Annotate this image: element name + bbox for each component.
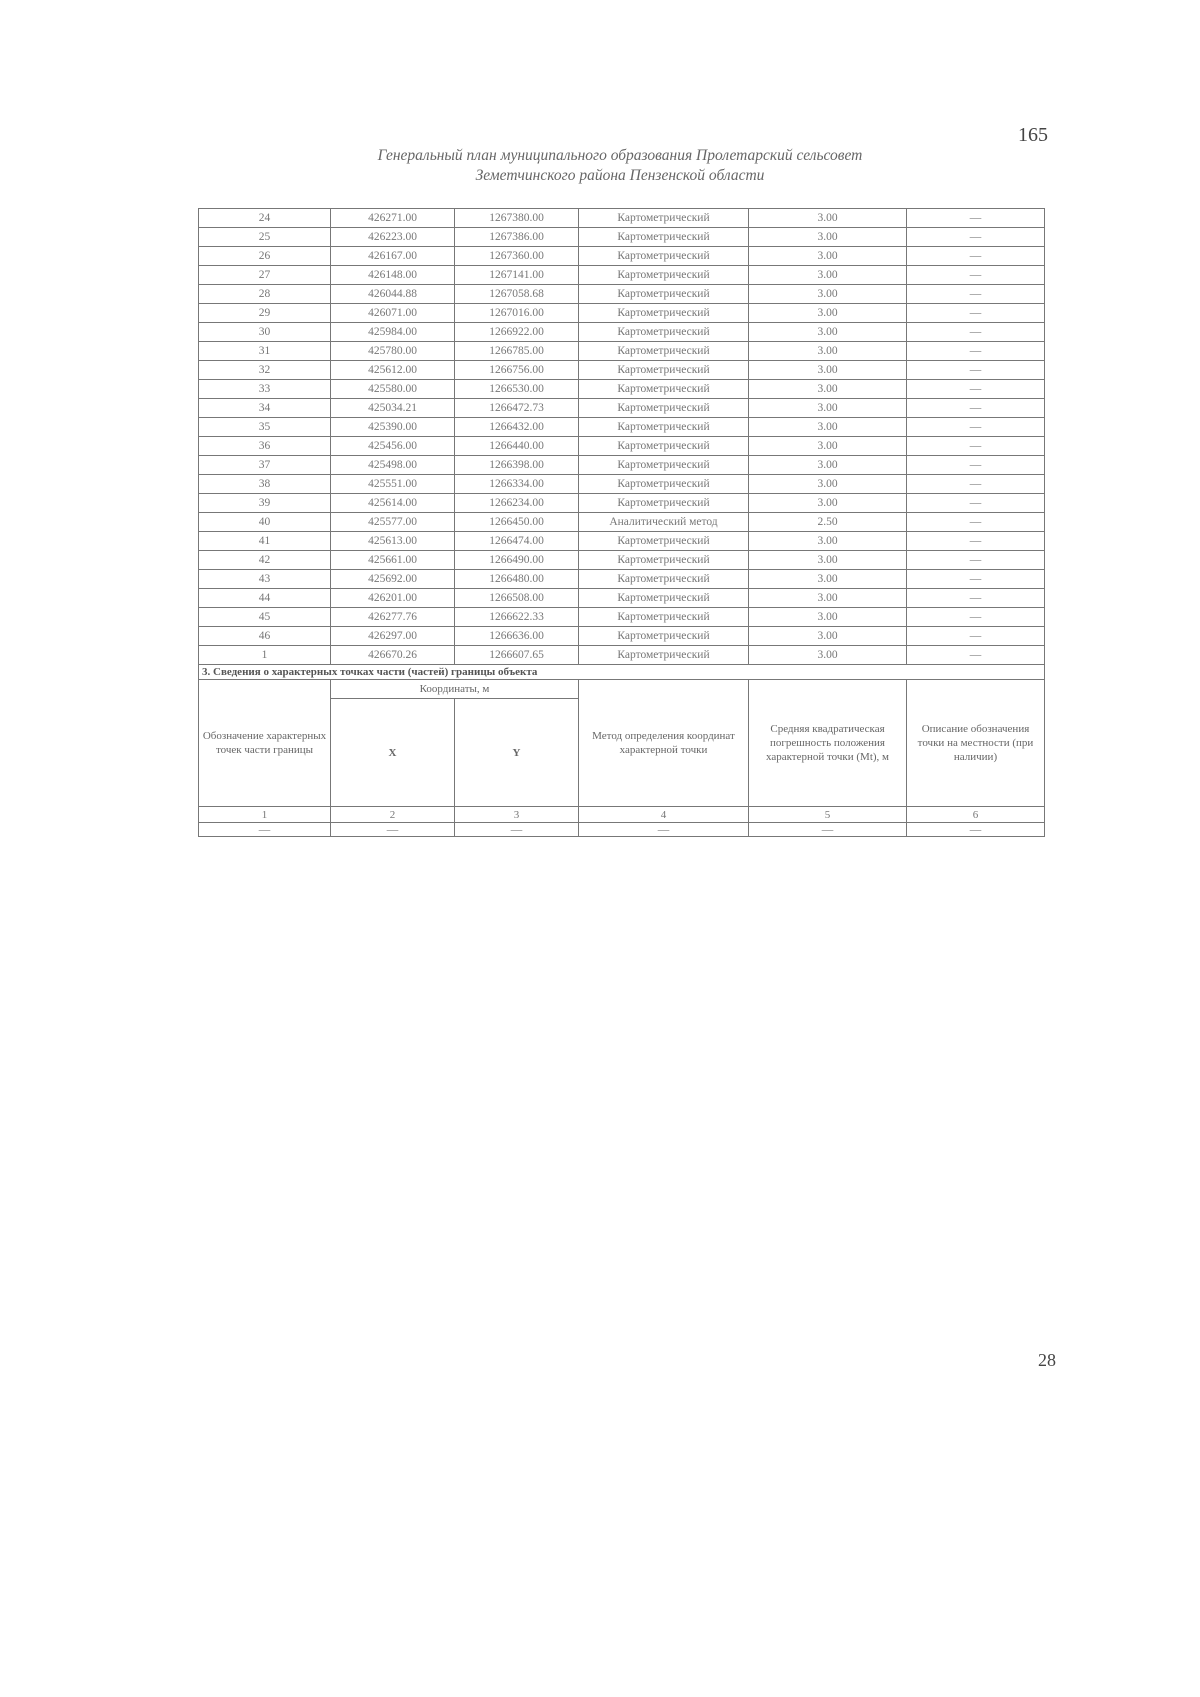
page-number-top: 165 xyxy=(1018,124,1048,146)
column-number: 1 xyxy=(199,807,331,823)
y-coordinate-cell: 1266472.73 xyxy=(455,399,579,418)
table-row xyxy=(199,589,1045,608)
point-number-cell: 24 xyxy=(199,209,331,228)
method-cell: Картометрический xyxy=(579,589,749,608)
point-number-cell: 26 xyxy=(199,247,331,266)
accuracy-cell: 2.50 xyxy=(749,513,907,532)
method-cell: Картометрический xyxy=(579,266,749,285)
x-coordinate-cell: 425456.00 xyxy=(331,437,455,456)
point-number-cell: 29 xyxy=(199,304,331,323)
section-3-title: 3. Сведения о характерных точках части (частей) границы объекта xyxy=(199,665,1045,680)
y-coordinate-cell: 1266334.00 xyxy=(455,475,579,494)
description-cell: — xyxy=(907,342,1045,361)
y-coordinate-cell: 1267016.00 xyxy=(455,304,579,323)
method-cell: Картометрический xyxy=(579,304,749,323)
x-coordinate-cell: 426297.00 xyxy=(331,627,455,646)
description-cell: — xyxy=(907,589,1045,608)
accuracy-cell: 3.00 xyxy=(749,285,907,304)
method-cell: Картометрический xyxy=(579,380,749,399)
method-cell: Картометрический xyxy=(579,418,749,437)
table-row xyxy=(199,380,1045,399)
description-cell: — xyxy=(907,285,1045,304)
x-coordinate-cell: 426044.88 xyxy=(331,285,455,304)
table-row xyxy=(199,266,1045,285)
y-coordinate-cell: 1267141.00 xyxy=(455,266,579,285)
description-cell: — xyxy=(907,494,1045,513)
point-number-cell: 44 xyxy=(199,589,331,608)
column-number: 6 xyxy=(907,807,1045,823)
empty-cell: — xyxy=(455,823,579,837)
description-cell: — xyxy=(907,551,1045,570)
point-number-cell: 30 xyxy=(199,323,331,342)
accuracy-cell: 3.00 xyxy=(749,399,907,418)
point-number-cell: 31 xyxy=(199,342,331,361)
description-cell: — xyxy=(907,361,1045,380)
x-coordinate-cell: 426167.00 xyxy=(331,247,455,266)
accuracy-cell: 3.00 xyxy=(749,570,907,589)
accuracy-cell: 3.00 xyxy=(749,456,907,475)
method-cell: Картометрический xyxy=(579,228,749,247)
accuracy-cell: 3.00 xyxy=(749,323,907,342)
table-row xyxy=(199,646,1045,665)
empty-cell: — xyxy=(331,823,455,837)
method-cell: Картометрический xyxy=(579,551,749,570)
y-coordinate-cell: 1266440.00 xyxy=(455,437,579,456)
empty-cell: — xyxy=(579,823,749,837)
empty-data-row xyxy=(199,823,1045,837)
accuracy-cell: 3.00 xyxy=(749,627,907,646)
method-cell: Картометрический xyxy=(579,399,749,418)
header-coordinates-group: Координаты, м xyxy=(331,680,579,699)
x-coordinate-cell: 425612.00 xyxy=(331,361,455,380)
point-number-cell: 1 xyxy=(199,646,331,665)
description-cell: — xyxy=(907,475,1045,494)
accuracy-cell: 3.00 xyxy=(749,418,907,437)
column-number-row xyxy=(199,807,1045,823)
accuracy-cell: 3.00 xyxy=(749,551,907,570)
x-coordinate-cell: 425984.00 xyxy=(331,323,455,342)
point-number-cell: 27 xyxy=(199,266,331,285)
y-coordinate-cell: 1266785.00 xyxy=(455,342,579,361)
accuracy-cell: 3.00 xyxy=(749,532,907,551)
table-row xyxy=(199,418,1045,437)
description-cell: — xyxy=(907,380,1045,399)
x-coordinate-cell: 425692.00 xyxy=(331,570,455,589)
accuracy-cell: 3.00 xyxy=(749,247,907,266)
x-coordinate-cell: 425498.00 xyxy=(331,456,455,475)
point-number-cell: 34 xyxy=(199,399,331,418)
method-cell: Картометрический xyxy=(579,646,749,665)
y-coordinate-cell: 1266480.00 xyxy=(455,570,579,589)
table-row xyxy=(199,342,1045,361)
point-number-cell: 33 xyxy=(199,380,331,399)
x-coordinate-cell: 426670.26 xyxy=(331,646,455,665)
description-cell: — xyxy=(907,418,1045,437)
x-coordinate-cell: 425661.00 xyxy=(331,551,455,570)
y-coordinate-cell: 1266636.00 xyxy=(455,627,579,646)
x-coordinate-cell: 426223.00 xyxy=(331,228,455,247)
description-cell: — xyxy=(907,247,1045,266)
accuracy-cell: 3.00 xyxy=(749,608,907,627)
table-row xyxy=(199,551,1045,570)
description-cell: — xyxy=(907,646,1045,665)
accuracy-cell: 3.00 xyxy=(749,494,907,513)
x-coordinate-cell: 425577.00 xyxy=(331,513,455,532)
page-number-bottom: 28 xyxy=(1038,1350,1056,1370)
method-cell: Картометрический xyxy=(579,247,749,266)
point-number-cell: 39 xyxy=(199,494,331,513)
header-point-designation: Обозначение характерных точек части границы xyxy=(199,680,331,807)
description-cell: — xyxy=(907,627,1045,646)
accuracy-cell: 3.00 xyxy=(749,209,907,228)
document-header xyxy=(200,146,1040,186)
x-coordinate-cell: 426277.76 xyxy=(331,608,455,627)
point-number-cell: 42 xyxy=(199,551,331,570)
point-number-cell: 38 xyxy=(199,475,331,494)
y-coordinate-cell: 1266922.00 xyxy=(455,323,579,342)
method-cell: Картометрический xyxy=(579,437,749,456)
method-cell: Картометрический xyxy=(579,532,749,551)
point-number-cell: 43 xyxy=(199,570,331,589)
table-row xyxy=(199,627,1045,646)
method-cell: Картометрический xyxy=(579,285,749,304)
point-number-cell: 46 xyxy=(199,627,331,646)
y-coordinate-cell: 1267360.00 xyxy=(455,247,579,266)
table-row xyxy=(199,399,1045,418)
table-row xyxy=(199,608,1045,627)
y-coordinate-cell: 1267380.00 xyxy=(455,209,579,228)
method-cell: Картометрический xyxy=(579,456,749,475)
method-cell: Картометрический xyxy=(579,494,749,513)
header-method: Метод определения координат характерной точки xyxy=(579,680,749,807)
table-row xyxy=(199,513,1045,532)
accuracy-cell: 3.00 xyxy=(749,646,907,665)
table-row xyxy=(199,475,1045,494)
table-row xyxy=(199,361,1045,380)
y-coordinate-cell: 1266234.00 xyxy=(455,494,579,513)
accuracy-cell: 3.00 xyxy=(749,228,907,247)
description-cell: — xyxy=(907,570,1045,589)
x-coordinate-cell: 426201.00 xyxy=(331,589,455,608)
y-coordinate-cell: 1266508.00 xyxy=(455,589,579,608)
table-row xyxy=(199,494,1045,513)
table-row xyxy=(199,437,1045,456)
x-coordinate-cell: 425614.00 xyxy=(331,494,455,513)
header-line-1: Генеральный план муниципального образования Пролетарский сельсовет xyxy=(377,147,863,164)
accuracy-cell: 3.00 xyxy=(749,361,907,380)
point-number-cell: 40 xyxy=(199,513,331,532)
accuracy-cell: 3.00 xyxy=(749,266,907,285)
method-cell: Аналитический метод xyxy=(579,513,749,532)
method-cell: Картометрический xyxy=(579,608,749,627)
table-row xyxy=(199,570,1045,589)
table-row xyxy=(199,532,1045,551)
description-cell: — xyxy=(907,437,1045,456)
y-coordinate-cell: 1266474.00 xyxy=(455,532,579,551)
section-3-header-row xyxy=(199,680,1045,699)
empty-cell: — xyxy=(199,823,331,837)
method-cell: Картометрический xyxy=(579,570,749,589)
y-coordinate-cell: 1267058.68 xyxy=(455,285,579,304)
x-coordinate-cell: 425551.00 xyxy=(331,475,455,494)
description-cell: — xyxy=(907,228,1045,247)
section-3-title-row xyxy=(199,665,1045,680)
description-cell: — xyxy=(907,456,1045,475)
point-number-cell: 45 xyxy=(199,608,331,627)
x-coordinate-cell: 426071.00 xyxy=(331,304,455,323)
boundary-points-table xyxy=(198,208,1044,837)
description-cell: — xyxy=(907,266,1045,285)
column-number: 2 xyxy=(331,807,455,823)
table-row xyxy=(199,304,1045,323)
point-number-cell: 37 xyxy=(199,456,331,475)
empty-cell: — xyxy=(749,823,907,837)
y-coordinate-cell: 1266756.00 xyxy=(455,361,579,380)
accuracy-cell: 3.00 xyxy=(749,475,907,494)
y-coordinate-cell: 1267386.00 xyxy=(455,228,579,247)
description-cell: — xyxy=(907,608,1045,627)
y-coordinate-cell: 1266450.00 xyxy=(455,513,579,532)
method-cell: Картометрический xyxy=(579,627,749,646)
y-coordinate-cell: 1266432.00 xyxy=(455,418,579,437)
point-number-cell: 36 xyxy=(199,437,331,456)
table-row xyxy=(199,209,1045,228)
x-coordinate-cell: 426148.00 xyxy=(331,266,455,285)
description-cell: — xyxy=(907,532,1045,551)
empty-cell: — xyxy=(907,823,1045,837)
column-number: 3 xyxy=(455,807,579,823)
accuracy-cell: 3.00 xyxy=(749,304,907,323)
column-number: 4 xyxy=(579,807,749,823)
x-coordinate-cell: 425613.00 xyxy=(331,532,455,551)
column-number: 5 xyxy=(749,807,907,823)
method-cell: Картометрический xyxy=(579,361,749,380)
accuracy-cell: 3.00 xyxy=(749,342,907,361)
x-coordinate-cell: 425034.21 xyxy=(331,399,455,418)
method-cell: Картометрический xyxy=(579,342,749,361)
point-number-cell: 35 xyxy=(199,418,331,437)
table-row xyxy=(199,228,1045,247)
x-coordinate-cell: 425780.00 xyxy=(331,342,455,361)
accuracy-cell: 3.00 xyxy=(749,437,907,456)
table-row xyxy=(199,456,1045,475)
description-cell: — xyxy=(907,323,1045,342)
y-coordinate-cell: 1266607.65 xyxy=(455,646,579,665)
header-accuracy: Средняя квадратическая погрешность положения характерной точки (Mt), м xyxy=(749,680,907,807)
header-line-2: Земетчинского района Пензенской области xyxy=(475,167,765,184)
point-number-cell: 32 xyxy=(199,361,331,380)
accuracy-cell: 3.00 xyxy=(749,380,907,399)
method-cell: Картометрический xyxy=(579,475,749,494)
method-cell: Картометрический xyxy=(579,323,749,342)
table-row xyxy=(199,323,1045,342)
point-number-cell: 41 xyxy=(199,532,331,551)
header-x: X xyxy=(331,699,455,807)
accuracy-cell: 3.00 xyxy=(749,589,907,608)
table-row xyxy=(199,247,1045,266)
header-y: Y xyxy=(455,699,579,807)
method-cell: Картометрический xyxy=(579,209,749,228)
description-cell: — xyxy=(907,399,1045,418)
table-row xyxy=(199,285,1045,304)
y-coordinate-cell: 1266622.33 xyxy=(455,608,579,627)
y-coordinate-cell: 1266490.00 xyxy=(455,551,579,570)
x-coordinate-cell: 425390.00 xyxy=(331,418,455,437)
description-cell: — xyxy=(907,304,1045,323)
description-cell: — xyxy=(907,513,1045,532)
x-coordinate-cell: 426271.00 xyxy=(331,209,455,228)
description-cell: — xyxy=(907,209,1045,228)
point-number-cell: 25 xyxy=(199,228,331,247)
header-description: Описание обозначения точки на местности (при наличии) xyxy=(907,680,1045,807)
x-coordinate-cell: 425580.00 xyxy=(331,380,455,399)
y-coordinate-cell: 1266530.00 xyxy=(455,380,579,399)
y-coordinate-cell: 1266398.00 xyxy=(455,456,579,475)
point-number-cell: 28 xyxy=(199,285,331,304)
